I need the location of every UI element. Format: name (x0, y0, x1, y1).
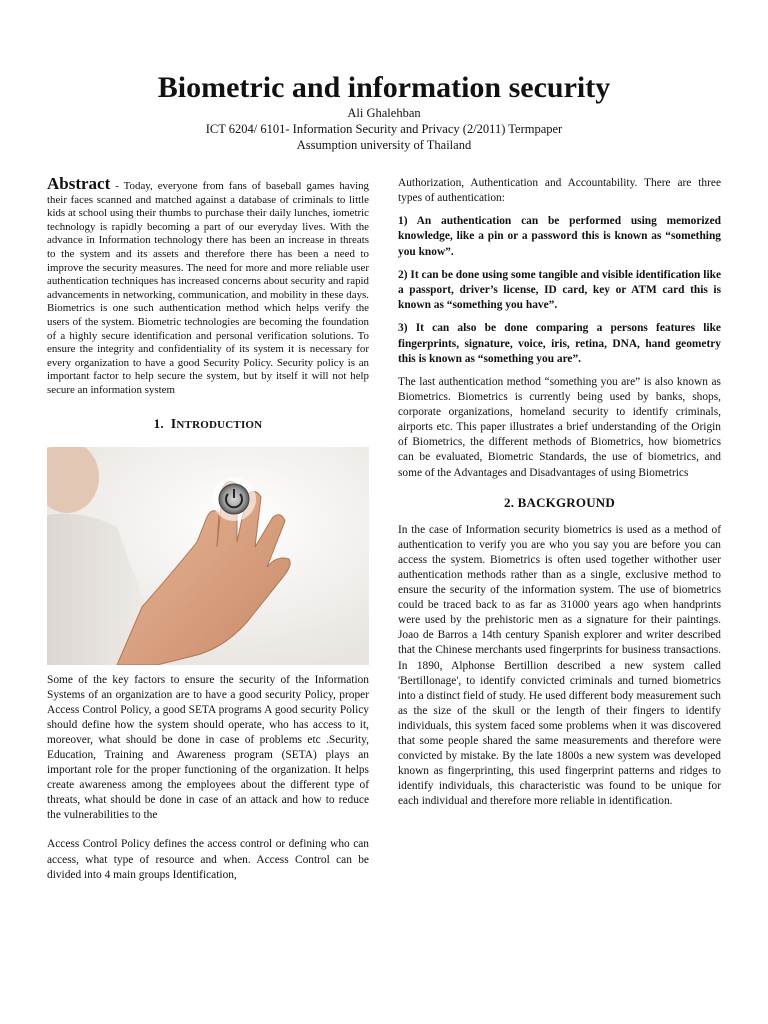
background-paragraph: In the case of Information security biometrics is used as a method of authentication to verify you are who you say you are before you can access the system. Biometrics is often used together withother user authentication methods rather than as a single, exclusive method to ensure the security of the information system. The use of biometrics could be traced back to as far as 31000 years ago when handprints were used by the prehistoric men as a signature for their paintings. Joao de Barros a 14th century Spanish explorer and writer described that the Chinese merchants used fingerprints for business transactions. In 1890, Alphonse Bertillion described a new system called 'Bertillonage', to identify convicted criminals and turned biometrics into a distinct field of study. He used different body measurement such as the size of the skull or the length of their fingers to identify individuals, this system faced some problems when it was discovered that some people shared the same measurements and therefore were convicted by mistake. By the late 1800s a new system was developed known as fingerprinting, this used fingerprint patterns and ridges to identify individuals, this characteristic was found to be unique for each individual and therefore more reliable in identification. (398, 523, 721, 808)
power-button-icon (219, 484, 249, 514)
affiliation: Assumption university of Thailand (296, 138, 472, 152)
hand-touch-illustration (47, 447, 369, 665)
hand-touch-figure (47, 447, 369, 665)
right-column (398, 176, 721, 809)
authentication-item-2: 2) It can be done using some tangible and visible identification like a passport, driver’s license, ID card, key or ATM card this is known as “something you have”. (398, 268, 721, 312)
section-initial: I (170, 416, 177, 432)
course-info: ICT 6204/ 6101- Information Security and Privacy (2/2011) Termpaper (205, 122, 563, 136)
authentication-item-3: 3) It can also be done comparing a persons features like fingerprints, signature, voice, iris, retina, DNA, hand geometry this is known as “something you are”. (398, 322, 721, 365)
left-column (47, 176, 369, 883)
paper-title: Biometric and information security (157, 71, 611, 104)
intro-paragraph-1: Some of the key factors to ensure the security of the Information Systems of an organization are to have a good security Policy, proper Access Control Policy, a good SETA programs A good security Policy should define how the system should operate, who has access to it, moreover, what should be done in case of problems etc .Security, Education, Training and Awareness program (SETA) plays an important role for the proper functioning of the organization. It helps create awareness among the employees about the different type of threats, what should be done in case of an attack and how to reduce the vulnerabilities to the (47, 673, 369, 822)
intro-paragraph-2: Access Control Policy defines the access control or defining who can access, what type of resource and when. Access Control can be divided into 4 main groups Identification, (47, 838, 369, 881)
authentication-intro: Authorization, Authentication and Accountability. There are three types of authentication: (398, 177, 721, 205)
introduction-heading (47, 416, 369, 433)
abstract (47, 176, 369, 398)
abstract-dash: - (110, 180, 124, 192)
authentication-item-1: 1) An authentication can be performed using memorized knowledge, like a pin or a password this is known as “something you know”. (398, 215, 721, 258)
abstract-heading: Abstract (47, 174, 111, 193)
abstract-text: Today, everyone from fans of baseball games having their faces scanned and matched against a database of criminals to little kids at school using their thumbs to purchase their daily lunches, iometric technology is rapidly becoming a part of our everyday lives. With the advance in Information technology there has been an increase in threats to the system and its assets and therefore there has been a need to improve the security measures. The need for more and more reliable user authentication techniques has increased concerns about security and rapid advancements in networking, communication, and mobility in these days. Biometrics is one such authentication method which helps verify the users of the system. Biometric technologies are becoming the foundation of a highly secure identification and personal verification solutions. To ensure the integrity and confidentiality of its system it is necessary for every organization to have a good Security Policy. Security policy is an important factor to help secure the system, but by itself it will not help secure an information system (47, 180, 369, 396)
section-title: NTRODUCTION (176, 418, 263, 431)
biometrics-overview: The last authentication method “something you are” is also known as Biometrics. Biometrics is currently being used by banks, shops, corporate organizations, homeland security to identify criminals, airports etc. This paper illustrates a brief understanding of the Origin of Biometrics, the different methods of Biometrics, how biometrics can be evaluated, Biometric Standards, the use of biometrics, and some of the Advantages and Disadvantages of using Biometrics (398, 376, 721, 479)
author-name: Ali Ghalehban (347, 106, 421, 120)
background-heading: 2. BACKGROUND (504, 494, 615, 510)
section-number: 1. (153, 415, 164, 431)
